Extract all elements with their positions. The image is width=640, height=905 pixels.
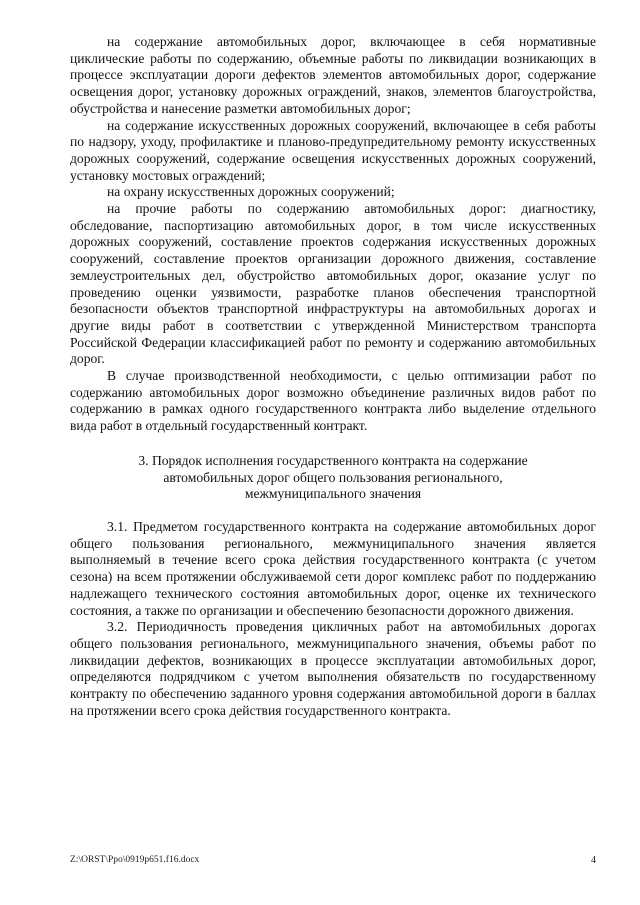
section-heading-line-2: автомобильных дорог общего пользования регионального, [163, 469, 503, 485]
paragraph-other-works: на прочие работы по содержанию автомобильных дорог: диагностику, обследование, паспортизацию автомобильных дорог, в том числе искусственных дорожных сооружений, составление проектов содержания искусственных дорожных сооружений, составление проектов организации дорожного движения, составление землеустроительных дел, обустройство автомобильных дорог, оказание услуг по проведению оценки уязвимости, разработке планов обеспечения транспортной безопасности объектов транспортной инфраструктуры на автомобильных дорогах и другие виды работ в соответствии с утвержденной Министерством транспорта Российской Федерации классификацией работ по ремонту и содержанию автомобильных дорог. [70, 201, 596, 367]
section-heading [70, 453, 596, 503]
footer-file-path: Z:\ORST\Ppo\0919p651.f16.docx [70, 855, 200, 865]
paragraph-production-necessity: В случае производственной необходимости, с целью оптимизации работ по содержанию автомобильных дорог возможно объединение различных видов работ по содержанию в рамках одного государственного контракта либо выделение отдельного вида работ в отдельный государственный контракт. [70, 368, 596, 434]
footer-page-number: 4 [591, 855, 596, 866]
paragraph-structures-protection: на охрану искусственных дорожных сооружений; [107, 184, 395, 200]
paragraph-structures-maintenance: на содержание искусственных дорожных сооружений, включающее в себя работы по надзору, уходу, профилактике и планово-предупредительному ремонту искусственных дорожных сооружений, содержание освещения искусственных дорожных сооружений, установку мостовых ограждений; [70, 117, 596, 183]
paragraph-3-2: 3.2. Периодичность проведения цикличных работ на автомобильных дорогах общего пользования регионального, межмуниципального значения, объемы работ по ликвидации дефектов, возникающих в процессе эксплуатации автомобильных дорог, определяются подрядчиком с учетом выполнения обязательств по государственному контракту по обеспечению заданного уровня содержания автомобильной дороги в баллах на протяжении всего срока действия государственного контракта. [70, 619, 596, 718]
paragraph-3-1: 3.1. Предметом государственного контракта на содержание автомобильных дорог общего пользования регионального, межмуниципального значения является выполняемый в течение всего срока действия государственного контракта (с учетом сезона) на всем протяжении обслуживаемой сети дорог комплекс работ по поддержанию надлежащего технического состояния автомобильных дорог, оценке их технического состояния, а также по организации и обеспечению безопасности дорожного движения. [70, 518, 596, 618]
paragraph-road-maintenance: на содержание автомобильных дорог, включающее в себя нормативные циклические работы по содержанию, объемные работы по ликвидации возникающих в процессе эксплуатации дороги дефектов элементов автомобильных дорог, содержание освещения дорог, установку дорожных ограждений, знаков, элементов благоустройства, обустройства и нанесение разметки автомобильных дорог; [70, 34, 596, 116]
document-body [70, 34, 596, 719]
section-heading-line-1: 3. Порядок исполнения государственного контракта на содержание [138, 452, 528, 468]
section-heading-line-3: межмуниципального значения [244, 486, 422, 502]
